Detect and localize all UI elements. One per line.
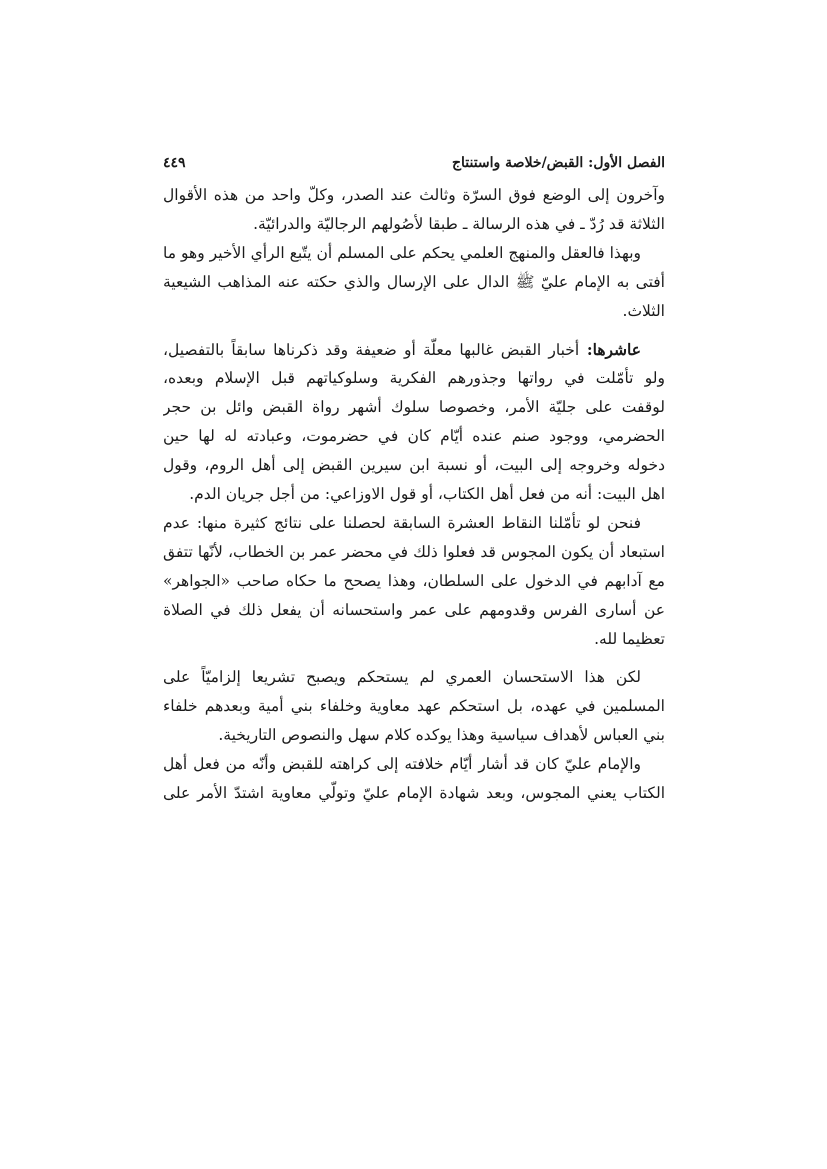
text-line: تعظيما لله. <box>594 630 665 648</box>
text-line: لكن هذا الاستحسان العمري لم يستحكم ويصبح تشريعا إلزاميّاً على <box>163 668 641 686</box>
text-line: عن أسارى الفرس وقدومهم على عمر واستحسانه أن يفعل ذلك في الصلاة <box>163 601 665 619</box>
text-line: الثلاث. <box>622 302 665 320</box>
text-line: اهل البيت: أنه من فعل أهل الكتاب، أو قول الاوزاعي: من أجل جريان الدم. <box>189 485 665 503</box>
text-line: والإمام عليّ كان قد أشار أيّام خلافته إلى كراهته للقبض وأنّه من فعل أهل <box>163 755 641 773</box>
running-header <box>163 155 665 179</box>
text-line: فنحن لو تأمّلنا النقاط العشرة السابقة لحصلنا على نتائج كثيرة منها: عدم <box>163 514 641 532</box>
chapter-title: الفصل الأول: القبض/خلاصة واستنتاج <box>451 155 665 171</box>
page-number: ٤٤٩ <box>163 155 186 171</box>
text-line: الكتاب يعني المجوس، وبعد شهادة الإمام عليّ وتولّي معاوية اشتدّ الأمر على <box>163 784 665 802</box>
text-line: الحضرمي، ووجود صنم عنده أيّام كان في حضرموت، وعبادته له لها حين <box>163 427 665 445</box>
text-line: وآخرون إلى الوضع فوق السرّة وثالث عند الصدر، وكلّ واحد من هذه الأقوال <box>163 186 665 204</box>
text-line: أفتى به الإمام عليّ ﷺ الدال على الإرسال والذي حكته عنه المذاهب الشيعية <box>163 273 665 291</box>
text-line: ولو تأمّلت في رواتها وجذورهم الفكرية وسلوكياتهم قبل الإسلام وبعده، <box>163 369 665 387</box>
paragraph-lead: عاشرها: <box>579 340 642 359</box>
text-line: لوقفت على جليّة الأمر، وخصوصا سلوك أشهر رواة القبض وائل بن حجر <box>163 398 665 416</box>
text-line: دخوله وخروجه إلى البيت، أو نسبة ابن سيرين القبض إلى أهل الروم، وقول <box>163 456 665 474</box>
body-text <box>163 181 665 808</box>
text-line-rest: أخبار القبض غالبها معلّة أو ضعيفة وقد ذكرناها سابقاً بالتفصيل، <box>163 341 580 359</box>
text-line: استبعاد أن يكون المجوس قد فعلوا ذلك في محضر عمر بن الخطاب، لأنّها تتفق <box>163 543 665 561</box>
text-line: بني العباس لأهداف سياسية وهذا يوكده كلام سهل والنصوص التاريخية. <box>218 726 665 744</box>
text-line <box>163 335 665 364</box>
text-line: وبهذا فالعقل والمنهج العلمي يحكم على المسلم أن يتّبع الرأي الأخير وهو ما <box>163 244 641 262</box>
text-line: مع آدابهم في الدخول على السلطان، وهذا يصحح ما حكاه صاحب «الجواهر» <box>163 572 665 590</box>
text-line: الثلاثة قد رُدّ ـ في هذه الرسالة ـ طبقا لأصُولهم الرجاليّة والدرائيّة. <box>253 215 665 233</box>
text-line: المسلمين في عهده، بل استحكم عهد معاوية وخلفاء بني أمية وبعدهم خلفاء <box>163 697 665 715</box>
